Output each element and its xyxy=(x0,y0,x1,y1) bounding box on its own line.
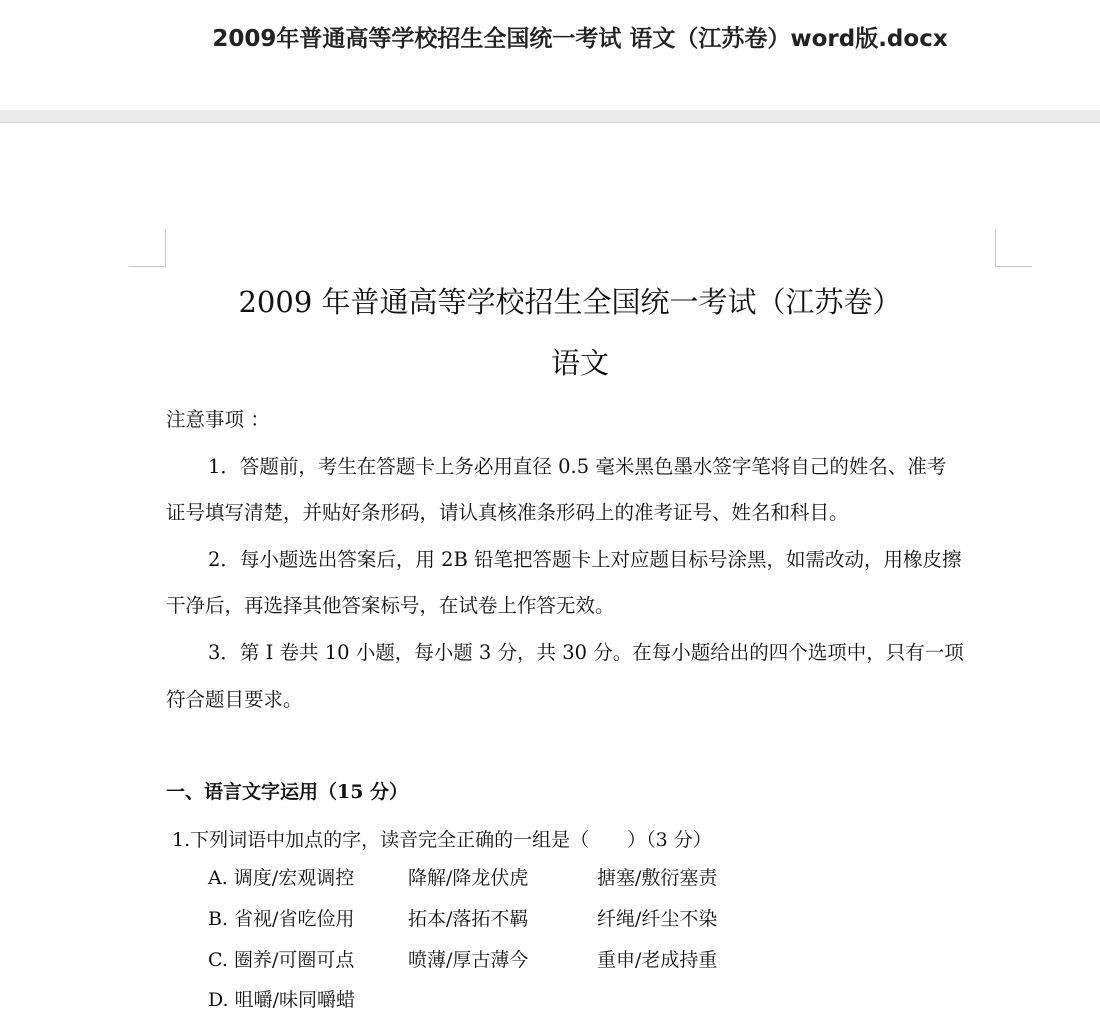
option-c-col1: C. 圈养/可圈可点 xyxy=(208,949,355,971)
option-a-col2: 降解/降龙伏虎 xyxy=(408,867,529,889)
option-c-col2: 喷薄/厚古薄今 xyxy=(408,949,529,971)
option-b-col3: 纤绳/纤尘不染 xyxy=(597,908,718,930)
toolbar-separator xyxy=(0,110,1100,123)
question-1: 1.下列词语中加点的字，读音完全正确的一组是（ ）（3 分） xyxy=(172,829,712,851)
option-d-col1: D. 咀嚼/味同嚼蜡 xyxy=(208,989,356,1011)
margin-corner-top-left xyxy=(129,230,166,267)
margin-corner-top-right xyxy=(995,230,1032,267)
document-page[interactable] xyxy=(0,123,1100,1011)
option-a-col3: 搪塞/敷衍塞责 xyxy=(597,867,718,889)
notice-line-6: 符合题目要求。 xyxy=(166,688,303,711)
document-heading: 2009 年普通高等学校招生全国统一考试（江苏卷） xyxy=(238,285,902,319)
notice-line-1: 1．答题前，考生在答题卡上务必用直径 0.5 毫米黑色墨水签字笔将自己的姓名、准考 xyxy=(208,455,947,478)
document-filename: 2009年普通高等学校招生全国统一考试 语文（江苏卷）word版.docx xyxy=(212,26,948,52)
notice-line-4: 干净后，再选择其他答案标号，在试卷上作答无效。 xyxy=(166,594,615,617)
subject-heading: 语文 xyxy=(550,346,609,380)
notice-line-5: 3．第 I 卷共 10 小题，每小题 3 分，共 30 分。在每小题给出的四个选项中，只有一项 xyxy=(208,641,964,664)
notice-heading: 注意事项 ： xyxy=(166,408,270,431)
notice-line-2: 证号填写清楚，并贴好条形码，请认真核准条形码上的准考证号、姓名和科目。 xyxy=(166,501,849,524)
option-a-col1: A. 调度/宏观调控 xyxy=(208,867,355,889)
title-bar xyxy=(0,0,1100,110)
section-heading: 一、语言文字运用（15 分） xyxy=(166,781,409,803)
notice-line-3: 2．每小题选出答案后，用 2B 铅笔把答题卡上对应题目标号涂黑，如需改动，用橡皮擦 xyxy=(208,548,962,571)
option-b-col1: B. 省视/省吃俭用 xyxy=(208,908,355,930)
option-b-col2: 拓本/落拓不羁 xyxy=(408,908,529,930)
option-c-col3: 重申/老成持重 xyxy=(597,949,718,971)
